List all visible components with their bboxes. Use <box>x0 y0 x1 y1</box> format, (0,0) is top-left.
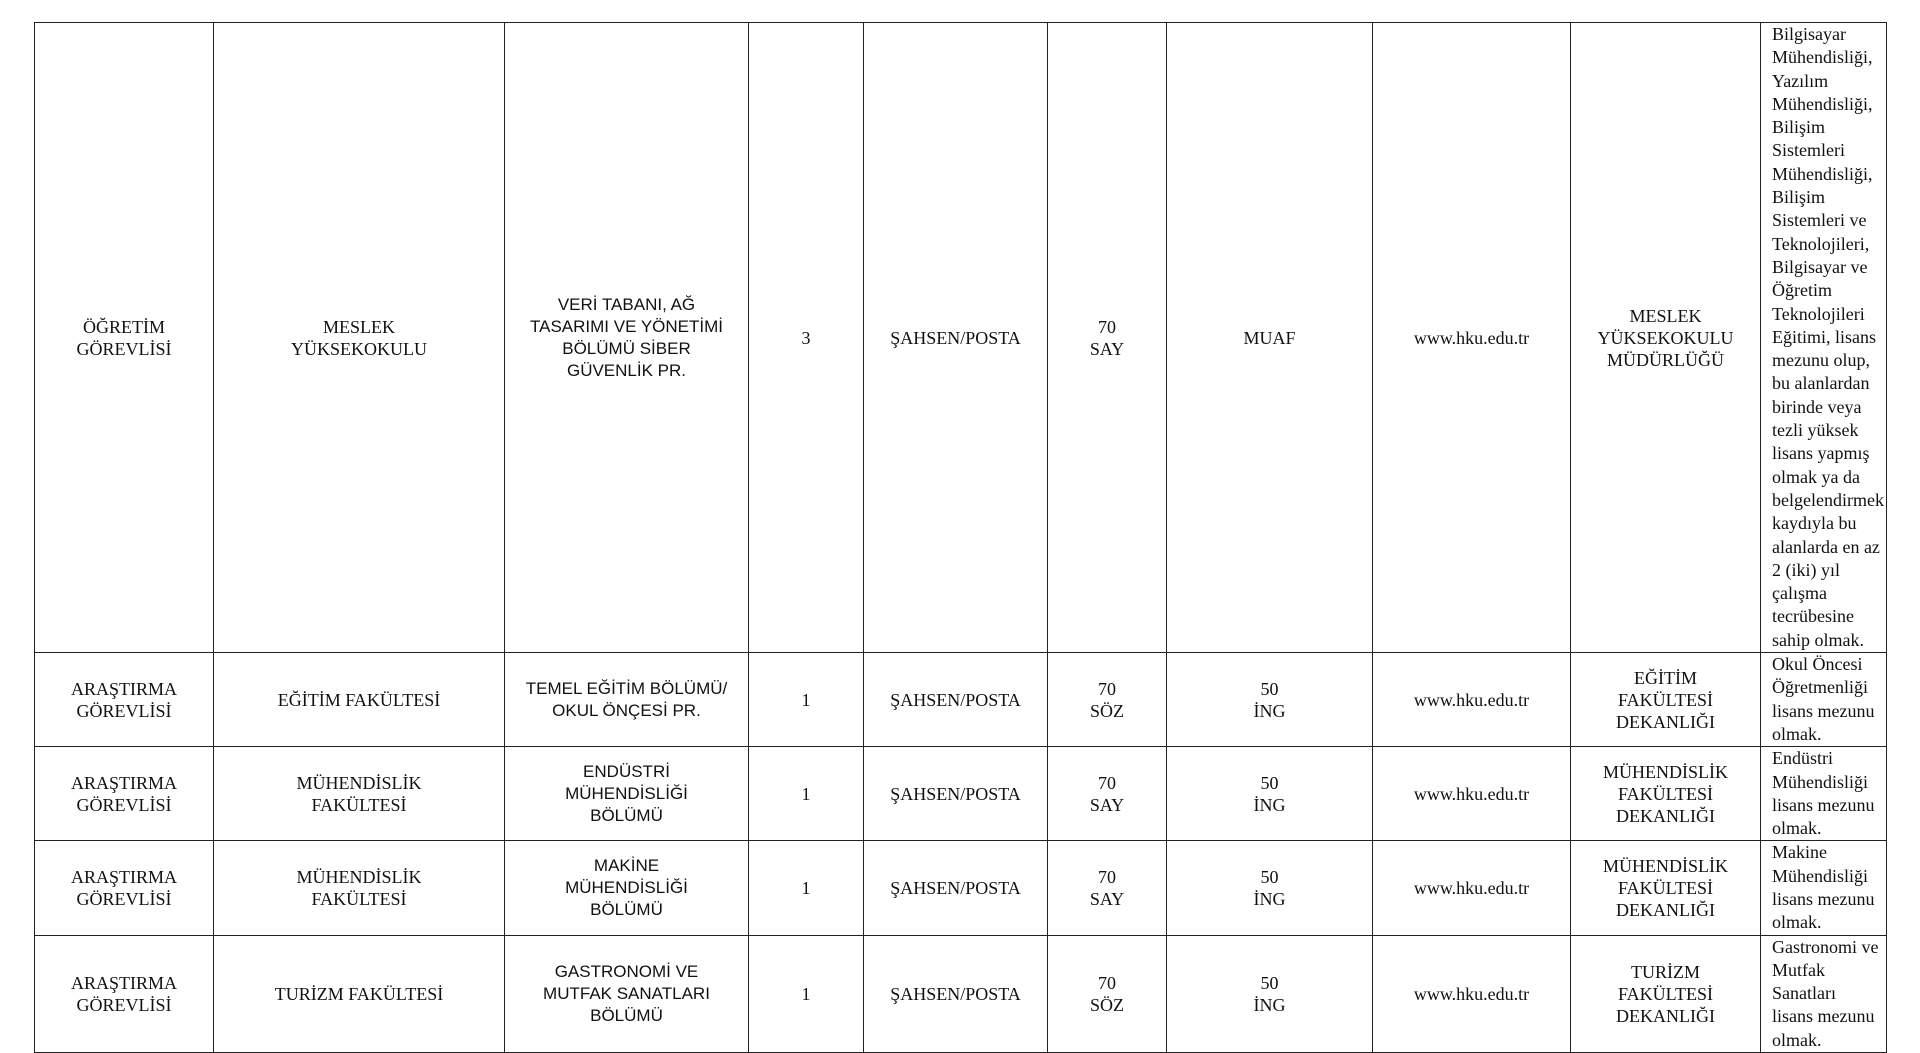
requirements-cell: Endüstri Mühendisliği lisans mezunu olmak. <box>1761 747 1887 841</box>
ales-type: SAY <box>1089 888 1125 909</box>
ales-score: 70 <box>1098 866 1116 887</box>
application-cell: ŞAHSEN/POSTA <box>864 935 1048 1052</box>
position-cell: ARAŞTIRMA GÖREVLİSİ <box>35 747 214 841</box>
position-cell: ARAŞTIRMA GÖREVLİSİ <box>35 841 214 935</box>
department-cell: ENDÜSTRİ MÜHENDİSLİĞİ BÖLÜMÜ <box>505 747 749 841</box>
ales-type: SAY <box>1089 794 1125 815</box>
count-cell: 3 <box>749 23 864 653</box>
ales-score: 70 <box>1098 772 1116 793</box>
unit-cell: MESLEK YÜKSEKOKULU <box>214 23 505 653</box>
office-cell: MÜHENDİSLİK FAKÜLTESİ DEKANLIĞI <box>1571 841 1761 935</box>
ales-type: SÖZ <box>1089 994 1124 1015</box>
ales-cell <box>1048 747 1167 841</box>
ales-cell <box>1048 23 1167 653</box>
department-cell: GASTRONOMİ VE MUTFAK SANATLARI BÖLÜMÜ <box>505 935 749 1052</box>
department-cell: TEMEL EĞİTİM BÖLÜMÜ/ OKUL ÖNÇESİ PR. <box>505 653 749 747</box>
language-cell <box>1167 653 1373 747</box>
count-cell: 1 <box>749 841 864 935</box>
requirements-cell: Makine Mühendisliği lisans mezunu olmak. <box>1761 841 1887 935</box>
office-cell: MÜHENDİSLİK FAKÜLTESİ DEKANLIĞI <box>1571 747 1761 841</box>
table-row <box>35 23 1887 653</box>
ales-type: SAY <box>1089 338 1125 359</box>
position-cell: ARAŞTIRMA GÖREVLİSİ <box>35 935 214 1052</box>
count-cell: 1 <box>749 935 864 1052</box>
table-row <box>35 841 1887 935</box>
department-cell: MAKİNE MÜHENDİSLİĞİ BÖLÜMÜ <box>505 841 749 935</box>
unit-cell: EĞİTİM FAKÜLTESİ <box>214 653 505 747</box>
department-cell: VERİ TABANI, AĞ TASARIMI VE YÖNETİMİ BÖLÜMÜ SİBER GÜVENLİK PR. <box>505 23 749 653</box>
ales-score: 70 <box>1098 316 1116 337</box>
application-cell: ŞAHSEN/POSTA <box>864 747 1048 841</box>
unit-cell: MÜHENDİSLİK FAKÜLTESİ <box>214 841 505 935</box>
website-cell: www.hku.edu.tr <box>1373 841 1571 935</box>
count-cell: 1 <box>749 653 864 747</box>
ales-cell <box>1048 935 1167 1052</box>
application-cell: ŞAHSEN/POSTA <box>864 653 1048 747</box>
requirements-cell: Okul Öncesi Öğretmenliği lisans mezunu olmak. <box>1761 653 1887 747</box>
requirements-cell: Bilgisayar Mühendisliği, Yazılım Mühendisliği, Bilişim Sistemleri Mühendisliği, Bilişim Sistemleri ve Teknolojileri, Bilgisayar ve Öğretim Teknolojileri Eğitimi, lisans mezunu olup, bu alanlardan birinde veya tezli yüksek lisans yapmış olmak ya da belgelendirmek kaydıyla bu alanlarda en az 2 (iki) yıl çalışma tecrübesine sahip olmak. <box>1761 23 1887 653</box>
job-listing-table <box>34 22 1887 1053</box>
language-cell <box>1167 841 1373 935</box>
ales-cell <box>1048 653 1167 747</box>
language-cell <box>1167 747 1373 841</box>
office-cell: MESLEK YÜKSEKOKULU MÜDÜRLÜĞÜ <box>1571 23 1761 653</box>
website-cell: www.hku.edu.tr <box>1373 747 1571 841</box>
language-score: 50 <box>1260 678 1279 699</box>
language-score: MUAF <box>1243 327 1296 348</box>
language-type: İNG <box>1253 994 1286 1015</box>
website-cell: www.hku.edu.tr <box>1373 935 1571 1052</box>
language-type: İNG <box>1253 888 1286 909</box>
office-cell: EĞİTİM FAKÜLTESİ DEKANLIĞI <box>1571 653 1761 747</box>
language-type: İNG <box>1253 700 1286 721</box>
ales-type: SÖZ <box>1089 700 1124 721</box>
table-row <box>35 747 1887 841</box>
website-cell: www.hku.edu.tr <box>1373 653 1571 747</box>
position-cell: ÖĞRETİM GÖREVLİSİ <box>35 23 214 653</box>
requirements-cell: Gastronomi ve Mutfak Sanatları lisans mezunu olmak. <box>1761 935 1887 1052</box>
language-score: 50 <box>1260 772 1279 793</box>
website-cell: www.hku.edu.tr <box>1373 23 1571 653</box>
language-score: 50 <box>1260 866 1279 887</box>
table-row <box>35 653 1887 747</box>
ales-score: 70 <box>1098 972 1116 993</box>
language-type: İNG <box>1253 794 1286 815</box>
application-cell: ŞAHSEN/POSTA <box>864 23 1048 653</box>
unit-cell: MÜHENDİSLİK FAKÜLTESİ <box>214 747 505 841</box>
unit-cell: TURİZM FAKÜLTESİ <box>214 935 505 1052</box>
language-score: 50 <box>1260 972 1279 993</box>
language-cell <box>1167 935 1373 1052</box>
ales-cell <box>1048 841 1167 935</box>
office-cell: TURİZM FAKÜLTESİ DEKANLIĞI <box>1571 935 1761 1052</box>
position-cell: ARAŞTIRMA GÖREVLİSİ <box>35 653 214 747</box>
table-row <box>35 935 1887 1052</box>
ales-score: 70 <box>1098 678 1116 699</box>
application-cell: ŞAHSEN/POSTA <box>864 841 1048 935</box>
count-cell: 1 <box>749 747 864 841</box>
language-cell <box>1167 23 1373 653</box>
